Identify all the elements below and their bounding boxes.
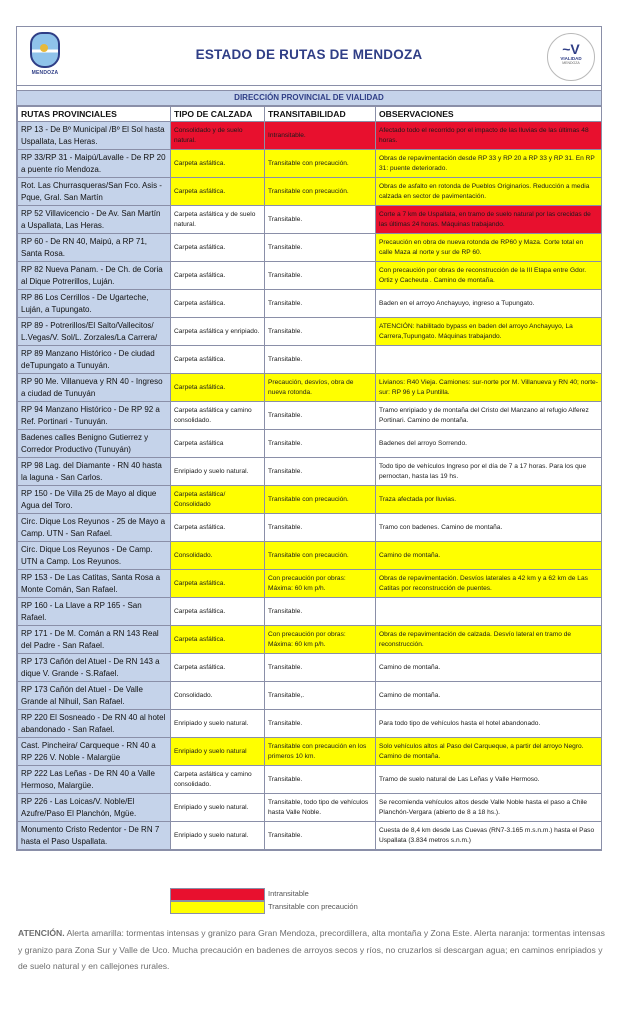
surface-cell: Carpeta asfáltica.: [171, 374, 265, 402]
surface-cell: Carpeta asfáltica.: [171, 262, 265, 290]
observations-cell: Tramo con badenes. Camino de montaña.: [376, 514, 602, 542]
column-header-surface: TIPO DE CALZADA: [171, 107, 265, 122]
observations-cell: Obras de repavimentación de calzada. Desvío lateral en tramo de reconstrucción.: [376, 626, 602, 654]
table-row: [18, 150, 602, 178]
route-cell: RP 98 Lag. del Diamante - RN 40 hasta la laguna - San Carlos.: [18, 458, 171, 486]
surface-cell: Carpeta asfáltica y camino consolidado.: [171, 402, 265, 430]
surface-cell: Carpeta asfáltica.: [171, 570, 265, 598]
observations-cell: Todo tipo de vehículos Ingreso por el día de 7 a 17 horas. Para los que pernoctan, hasta las 19 hs.: [376, 458, 602, 486]
surface-cell: Enripiado y suelo natural: [171, 738, 265, 766]
surface-cell: Consolidado.: [171, 682, 265, 710]
table-row: [18, 262, 602, 290]
surface-cell: Enripiado y suelo natural.: [171, 710, 265, 738]
status-cell: Transitable con precaución.: [265, 486, 376, 514]
observations-cell: Con precaución por obras de reconstrucción de la III Etapa entre Gdor. Ortiz y Cacheuta . Camino de montaña.: [376, 262, 602, 290]
route-cell: RP 222 Las Leñas - De RN 40 a Valle Hermoso, Malargüe.: [18, 766, 171, 794]
route-cell: RP 153 - De Las Catitas, Santa Rosa a Monte Comán, San Rafael.: [18, 570, 171, 598]
observations-cell: Solo vehículos altos al Paso del Carqueque, a partir del arroyo Negro. Camino de montaña.: [376, 738, 602, 766]
table-row: [18, 486, 602, 514]
observations-cell: Traza afectada por lluvias.: [376, 486, 602, 514]
vialidad-logo: [547, 33, 595, 81]
route-status-sheet: [16, 26, 602, 851]
table-row: [18, 290, 602, 318]
status-cell: Transitable.: [265, 346, 376, 374]
table-row: [18, 346, 602, 374]
table-row: [18, 318, 602, 346]
status-cell: Transitable.: [265, 234, 376, 262]
observations-cell: Tramo de suelo natural de Las Leñas y Valle Hermoso.: [376, 766, 602, 794]
route-cell: RP 150 - De Villa 25 de Mayo al dique Agua del Toro.: [18, 486, 171, 514]
table-row: [18, 178, 602, 206]
status-cell: Con precaución por obras: Máxima: 60 km p/h.: [265, 626, 376, 654]
surface-cell: Carpeta asfáltica.: [171, 346, 265, 374]
surface-cell: Enripiado y suelo natural.: [171, 458, 265, 486]
status-cell: Transitable.: [265, 514, 376, 542]
table-row: [18, 598, 602, 626]
table-row: [18, 794, 602, 822]
observations-cell: Badenes del arroyo Sorrendo.: [376, 430, 602, 458]
table-row: [18, 514, 602, 542]
status-cell: Transitable.: [265, 654, 376, 682]
status-cell: Transitable.: [265, 710, 376, 738]
surface-cell: Carpeta asfáltica y de suelo natural.: [171, 206, 265, 234]
route-cell: Circ. Dique Los Reyunos - 25 de Mayo a Camp. UTN - San Rafael.: [18, 514, 171, 542]
observations-cell: Livianos: R40 Vieja. Camiones: sur-norte por M. Villanueva y RN 40; norte-sur: RP 96 y La Puntilla.: [376, 374, 602, 402]
surface-cell: Enripiado y suelo natural.: [171, 822, 265, 850]
route-cell: RP 13 - De Bº Municipal /Bº El Sol hasta Uspallata, Las Heras.: [18, 122, 171, 150]
notice-lead: ATENCIÓN.: [18, 928, 65, 938]
table-row: [18, 430, 602, 458]
observations-cell: ATENCIÓN: habilitado bypass en baden del arroyo Anchayuyo, La Carrera,Tupungato. Máquinas trabajando.: [376, 318, 602, 346]
route-cell: Rot. Las Churrasqueras/San Fco. Asis - Pque, Gral. San Martín: [18, 178, 171, 206]
surface-cell: Carpeta asfáltica.: [171, 626, 265, 654]
status-cell: Transitable,.: [265, 682, 376, 710]
table-row: [18, 570, 602, 598]
table-row: [18, 234, 602, 262]
surface-cell: Carpeta asfáltica y enripiado.: [171, 318, 265, 346]
route-cell: RP 160 - La Llave a RP 165 - San Rafael.: [18, 598, 171, 626]
status-cell: Transitable con precaución.: [265, 542, 376, 570]
weather-notice: [18, 925, 608, 975]
observations-cell: Baden en el arroyo Anchayuyo, ingreso a Tupungato.: [376, 290, 602, 318]
vialidad-logo-mark: ~V: [562, 41, 580, 57]
surface-cell: Carpeta asfáltica.: [171, 290, 265, 318]
status-cell: Transitable.: [265, 262, 376, 290]
route-cell: RP 173 Cañón del Atuel - De RN 143 a dique V. Grande - S.Rafael.: [18, 654, 171, 682]
route-cell: RP 86 Los Cerrillos - De Ugarteche, Luján, a Tupungato.: [18, 290, 171, 318]
status-cell: Transitable.: [265, 430, 376, 458]
surface-cell: Carpeta asfáltica.: [171, 178, 265, 206]
observations-cell: Cuesta de 8,4 km desde Las Cuevas (RN7-3.165 m.s.n.m.) hasta el Paso Uspallata (3.834 metros s.n.m.): [376, 822, 602, 850]
observations-cell: Para todo tipo de vehículos hasta el hotel abandonado.: [376, 710, 602, 738]
vialidad-logo-sub: MENDOZA: [562, 61, 580, 65]
surface-cell: Enripiado y suelo natural.: [171, 794, 265, 822]
observations-cell: Camino de montaña.: [376, 542, 602, 570]
surface-cell: Carpeta asfáltica y camino consolidado.: [171, 766, 265, 794]
table-row: [18, 766, 602, 794]
column-header-route: RUTAS PROVINCIALES: [18, 107, 171, 122]
surface-cell: Carpeta asfáltica/ Consolidado: [171, 486, 265, 514]
status-cell: Transitable.: [265, 402, 376, 430]
table-row: [18, 458, 602, 486]
route-cell: Monumento Cristo Redentor - De RN 7 hasta el Paso Uspallata.: [18, 822, 171, 850]
status-cell: Transitable con precaución.: [265, 150, 376, 178]
table-row: [18, 710, 602, 738]
route-cell: RP 60 - De RN 40, Maipú, a RP 71, Santa Rosa.: [18, 234, 171, 262]
surface-cell: Carpeta asfáltica.: [171, 654, 265, 682]
observations-cell: Obras de asfalto en rotonda de Pueblos Originarios. Reducción a media calzada en sector de pavimentación.: [376, 178, 602, 206]
header: [17, 27, 601, 86]
route-cell: Badenes calles Benigno Gutierrez y Corredor Productivo (Tunuyán): [18, 430, 171, 458]
route-cell: Cast. Pincheira/ Carqueque - RN 40 a RP 226 V. Noble - Malargüe: [18, 738, 171, 766]
table-row: [18, 542, 602, 570]
page-title: ESTADO DE RUTAS DE MENDOZA: [195, 47, 423, 62]
route-cell: RP 171 - De M. Comán a RN 143 Real del Padre - San Rafael.: [18, 626, 171, 654]
legend-yellow-label: Transitable con precaución: [268, 902, 358, 911]
surface-cell: Consolidado y de suelo natural.: [171, 122, 265, 150]
routes-table: [17, 106, 602, 850]
status-cell: Con precaución por obras: Máxima: 60 km p/h.: [265, 570, 376, 598]
observations-cell: Se recomienda vehículos altos desde Valle Noble hasta el paso a Chile Planchón-Vergara (abierto de 8 a 18 hs.).: [376, 794, 602, 822]
route-cell: RP 33/RP 31 - Maipú/Lavalle - De RP 20 a puente río Mendoza.: [18, 150, 171, 178]
route-cell: RP 89 Manzano Histórico - De ciudad deTupungato a Tunuyán.: [18, 346, 171, 374]
observations-cell: Camino de montaña.: [376, 682, 602, 710]
mendoza-logo-label: MENDOZA: [31, 70, 59, 76]
observations-cell: [376, 346, 602, 374]
table-row: [18, 822, 602, 850]
table-row: [18, 402, 602, 430]
observations-cell: Obras de repavimentación. Desvíos laterales a 42 km y a 62 km de Las Catitas por reconstrucción de puentes.: [376, 570, 602, 598]
status-cell: Transitable.: [265, 458, 376, 486]
legend-red-label: Intransitable: [268, 889, 309, 898]
route-cell: RP 226 - Las Loicas/V. Noble/El Azufre/Paso El Planchón, Mgüe.: [18, 794, 171, 822]
surface-cell: Consolidado.: [171, 542, 265, 570]
route-cell: RP 90 Me. Villanueva y RN 40 - Ingreso a ciudad de Tunuyán: [18, 374, 171, 402]
route-cell: RP 89 - Potrerillos/El Salto/Vallecitos/ L.Vegas/V. Sol/L. Zorzales/La Carrera/: [18, 318, 171, 346]
table-row: [18, 206, 602, 234]
status-cell: Transitable.: [265, 290, 376, 318]
column-header-status: TRANSITABILIDAD: [265, 107, 376, 122]
surface-cell: Carpeta asfáltica.: [171, 150, 265, 178]
route-cell: RP 220 El Sosneado - De RN 40 al hotel abandonado - San Rafael.: [18, 710, 171, 738]
status-cell: Transitable.: [265, 766, 376, 794]
status-cell: Transitable.: [265, 318, 376, 346]
table-row: [18, 682, 602, 710]
table-row: [18, 374, 602, 402]
status-cell: Transitable con precaución.: [265, 178, 376, 206]
status-cell: Transitable.: [265, 822, 376, 850]
observations-cell: Tramo enripiado y de montaña del Cristo del Manzano al refugio Alferez Portinari. Camino de montaña.: [376, 402, 602, 430]
legend-red-swatch: [170, 888, 265, 901]
route-cell: RP 82 Nueva Panam. - De Ch. de Coria al Dique Potrerillos, Luján.: [18, 262, 171, 290]
table-row: [18, 122, 602, 150]
status-cell: Transitable, todo tipo de vehículos hasta Valle Noble.: [265, 794, 376, 822]
legend-yellow-swatch: [170, 901, 265, 914]
table-row: [18, 738, 602, 766]
surface-cell: Carpeta asfáltica.: [171, 514, 265, 542]
route-cell: RP 173 Cañón del Atuel - De Valle Grande al Nihuil, San Rafael.: [18, 682, 171, 710]
observations-cell: Camino de montaña.: [376, 654, 602, 682]
status-cell: Precaución, desvíos, obra de nueva rotonda.: [265, 374, 376, 402]
table-header-row: [18, 107, 602, 122]
table-row: [18, 626, 602, 654]
observations-cell: Obras de repavimentación desde RP 33 y RP 20 a RP 33 y RP 31. En RP 31: puente deteriorado.: [376, 150, 602, 178]
column-header-observations: OBSERVACIONES: [376, 107, 602, 122]
status-cell: Transitable.: [265, 598, 376, 626]
table-row: [18, 654, 602, 682]
observations-cell: [376, 598, 602, 626]
status-cell: Transitable.: [265, 206, 376, 234]
notice-text: Alerta amarilla: tormentas intensas y granizo para Gran Mendoza, precordillera, alta montaña y Zona Este. Alerta naranja: tormentas intensas y granizo para Zona Sur y Valle de Uco. Mucha precaución en badenes de arroyos secos y ríos, no cruzarlos si descargan agua; en caminos enripiados y de suelo natural y en callejones rurales.: [18, 928, 605, 971]
surface-cell: Carpeta asfáltica: [171, 430, 265, 458]
status-cell: Transitable con precaución en los primeros 10 km.: [265, 738, 376, 766]
vialidad-logo-label: VIALIDAD: [560, 56, 582, 61]
status-cell: Intransitable.: [265, 122, 376, 150]
surface-cell: Carpeta asfáltica.: [171, 234, 265, 262]
surface-cell: Carpeta asfáltica.: [171, 598, 265, 626]
route-cell: RP 52 Villavicencio - De Av. San Martín a Uspallata, Las Heras.: [18, 206, 171, 234]
observations-cell: Precaución en obra de nueva rotonda de RP60 y Maza. Corte total en calle Maza al norte y sur de RP 60.: [376, 234, 602, 262]
observations-cell: Afectado todo el recorrido por el impacto de las lluvias de las últimas 48 horas.: [376, 122, 602, 150]
route-cell: Circ. Dique Los Reyunos - De Camp. UTN a Camp. Los Reyunos.: [18, 542, 171, 570]
route-cell: RP 94 Manzano Histórico - De RP 92 a Ref. Portinari - Tunuyán.: [18, 402, 171, 430]
subtitle: DIRECCIÓN PROVINCIAL DE VIALIDAD: [17, 91, 601, 106]
observations-cell: Corte a 7 km de Uspallata, en tramo de suelo natural por las crecidas de las últimas 24 horas. Máquinas trabajando.: [376, 206, 602, 234]
